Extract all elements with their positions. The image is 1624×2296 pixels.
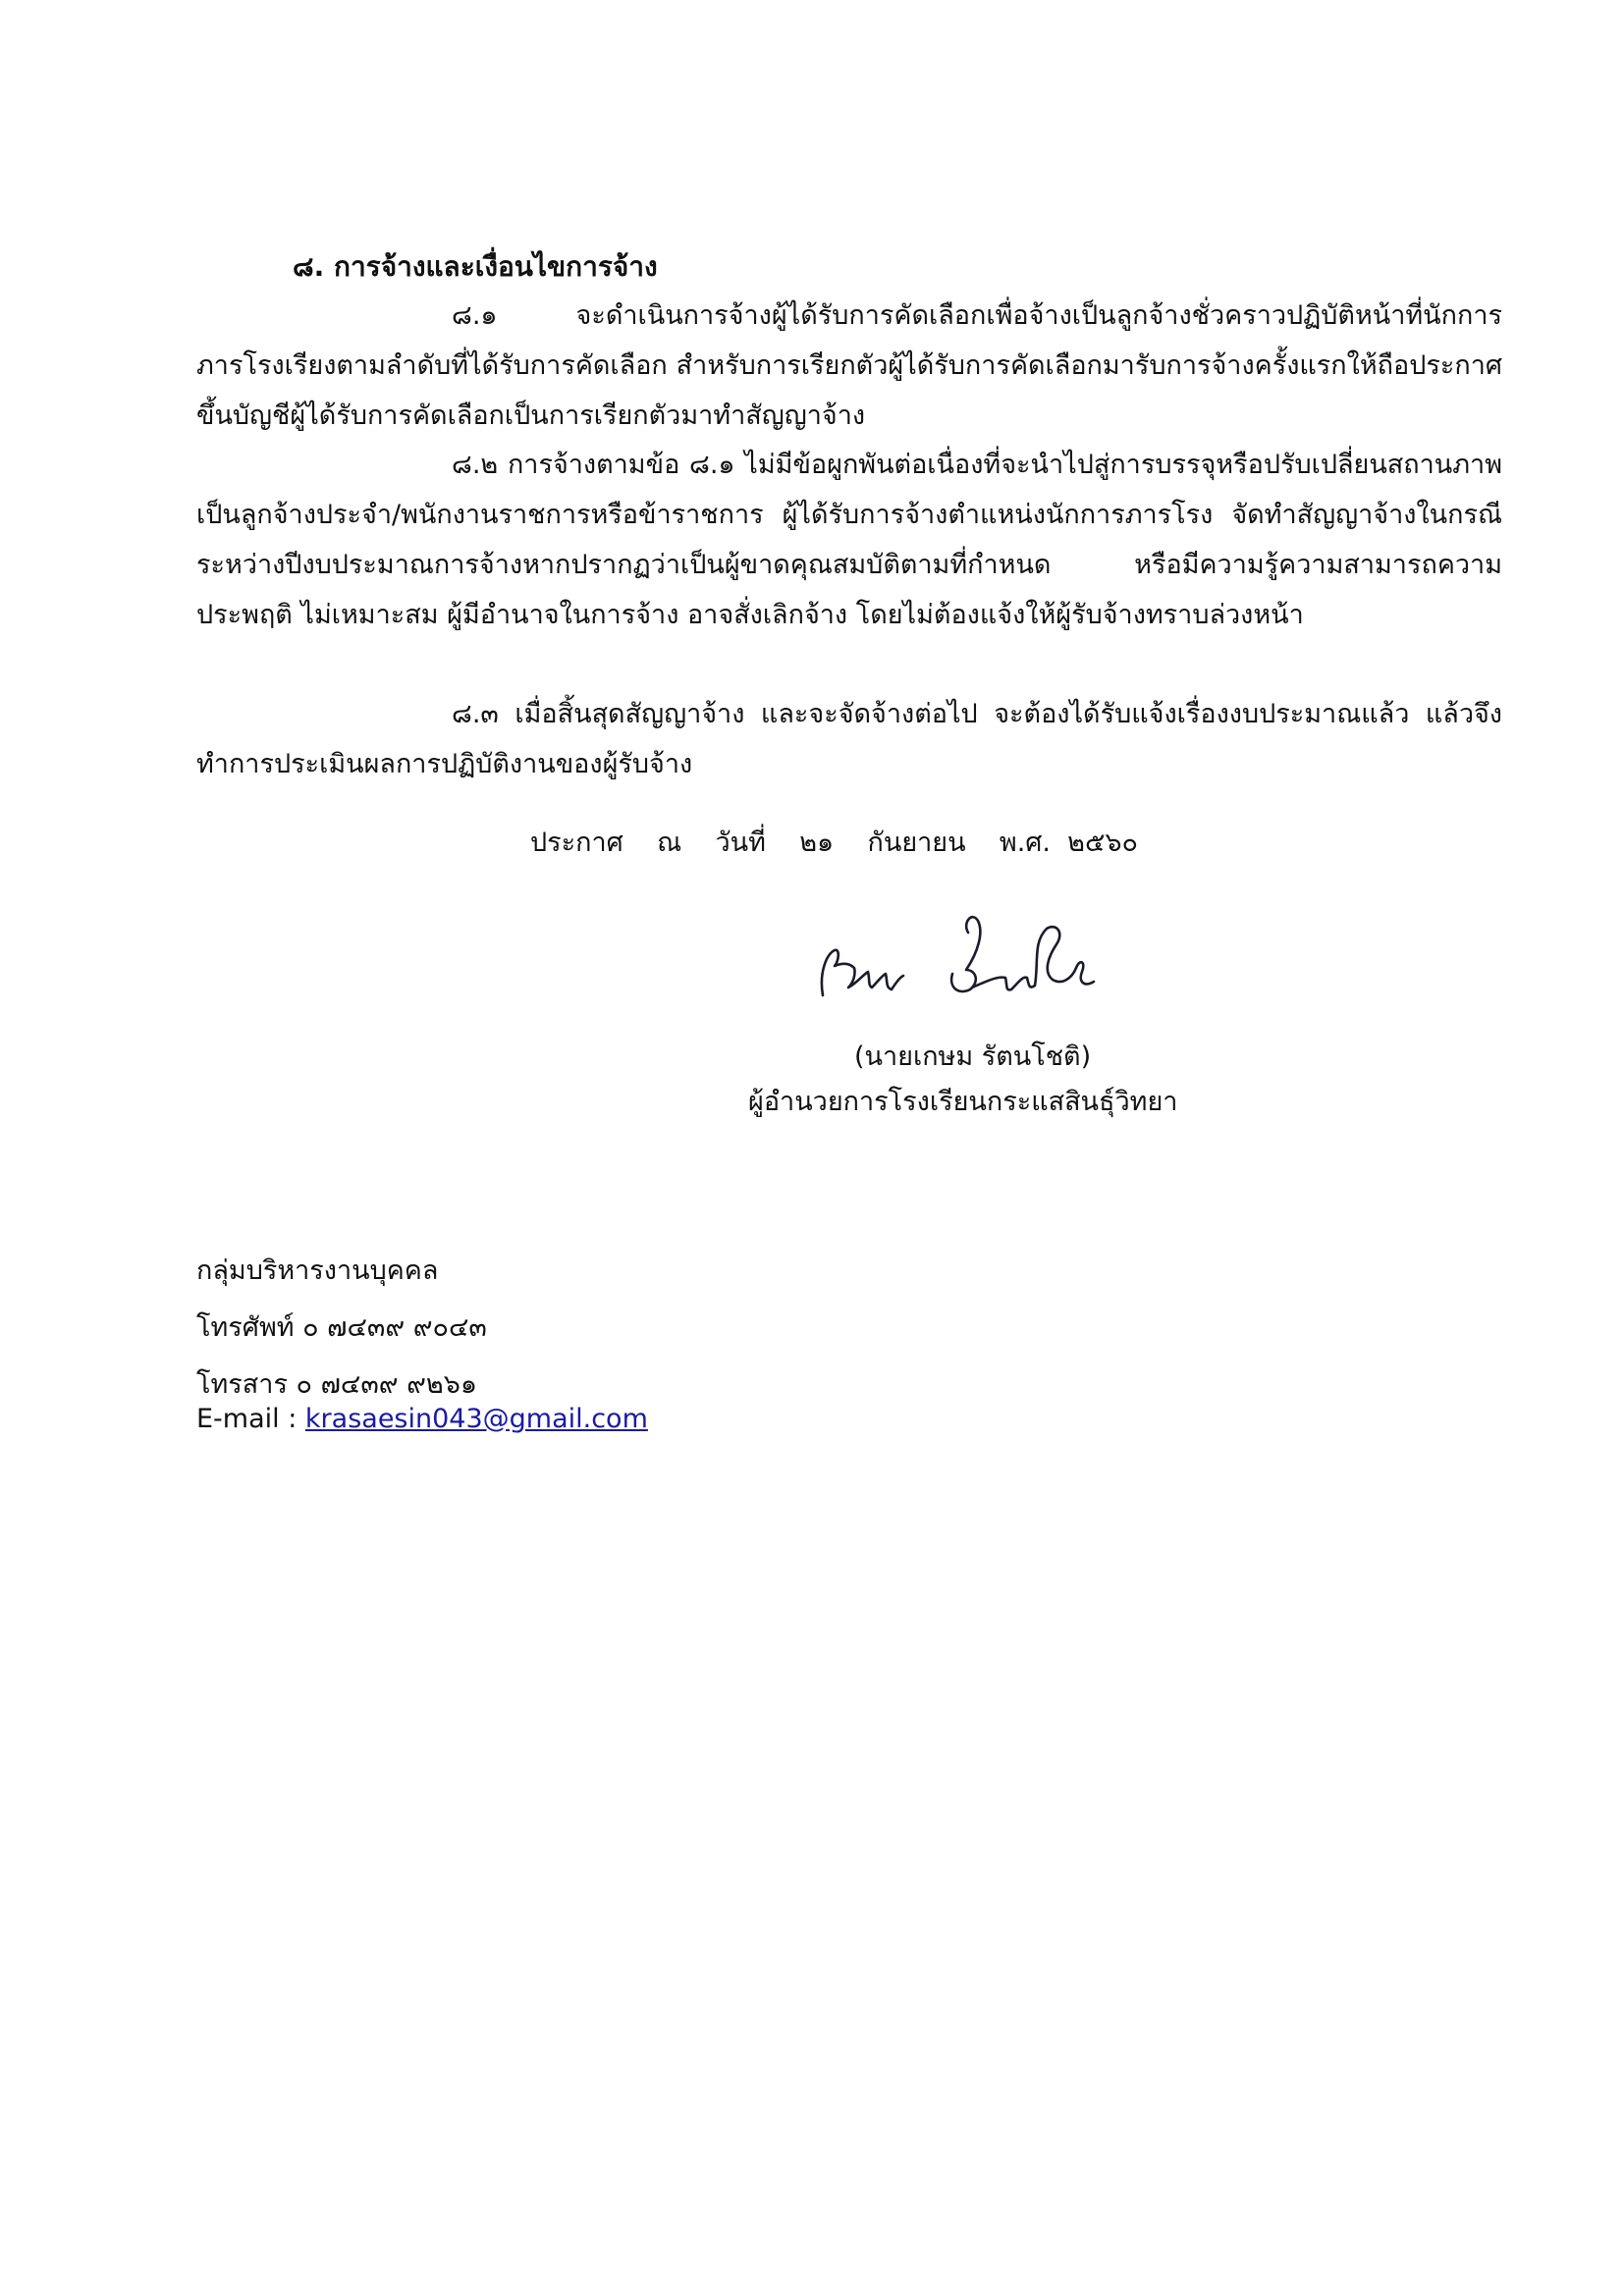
email-label: E-mail : (196, 1404, 305, 1434)
signer-name: (นายเกษม รัตนโชติ) (854, 1041, 1092, 1072)
contact-group: กลุ่มบริหารงานบุคคล (196, 1255, 439, 1286)
clause-8-2 (196, 440, 1502, 640)
announcement-date: ประกาศ ณ วันที่ ๒๑ กันยายน พ.ศ. ๒๕๖๐ (530, 828, 1139, 858)
clause-8-3 (196, 689, 1502, 789)
clause-8-2-text: ๘.๒ การจ้างตามข้อ ๘.๑ ไม่มีข้อผูกพันต่อเนื่องที่จะนำไปสู่การบรรจุหรือปรับเปลี่ยนสถานภาพเป็นลูกจ้างประจำ/พนักงานราชการหรือข้าราชการ ผู้ได้รับการจ้างตำแหน่งนักการภารโรง จัดทำสัญญาจ้างในกรณีระหว่างปีงบประมาณการจ้างหากปรากฏว่าเป็นผู้ขาดคุณสมบัติตามที่กำหนด หรือมีความรู้ความสามารถความประพฤติ ไม่เหมาะสม ผู้มีอำนาจในการจ้าง อาจสั่งเลิกจ้าง โดยไม่ต้องแจ้งให้ผู้รับจ้างทราบล่วงหน้า (196, 450, 1502, 630)
signer-position: ผู้อำนวยการโรงเรียนกระแสสินธุ์วิทยา (748, 1087, 1178, 1117)
signature-image (805, 893, 1119, 1021)
contact-email (196, 1404, 648, 1434)
contact-phone: โทรศัพท์ ๐ ๗๔๓๙ ๙๐๔๓ (196, 1312, 487, 1343)
clause-8-1 (196, 291, 1502, 441)
contact-fax: โทรสาร ๐ ๗๔๓๙ ๙๒๖๑ (196, 1369, 477, 1400)
section-heading: ๘. การจ้างและเงื่อนไขการจ้าง (293, 250, 658, 283)
email-link[interactable]: krasaesin043@gmail.com (304, 1404, 648, 1434)
clause-8-1-text: ๘.๑ จะดำเนินการจ้างผู้ได้รับการคัดเลือกเพื่อจ้างเป็นลูกจ้างชั่วคราวปฏิบัติหน้าที่นักการภารโรงเรียงตามลำดับที่ได้รับการคัดเลือก สำหรับการเรียกตัวผู้ได้รับการคัดเลือกมารับการจ้างครั้งแรกให้ถือประกาศขึ้นบัญชีผู้ได้รับการคัดเลือกเป็นการเรียกตัวมาทำสัญญาจ้าง (196, 300, 1502, 431)
clause-8-3-text: ๘.๓ เมื่อสิ้นสุดสัญญาจ้าง และจะจัดจ้างต่อไป จะต้องได้รับแจ้งเรื่องงบประมาณแล้ว แล้วจึงทำการประเมินผลการปฏิบัติงานของผู้รับจ้าง (196, 699, 1502, 779)
